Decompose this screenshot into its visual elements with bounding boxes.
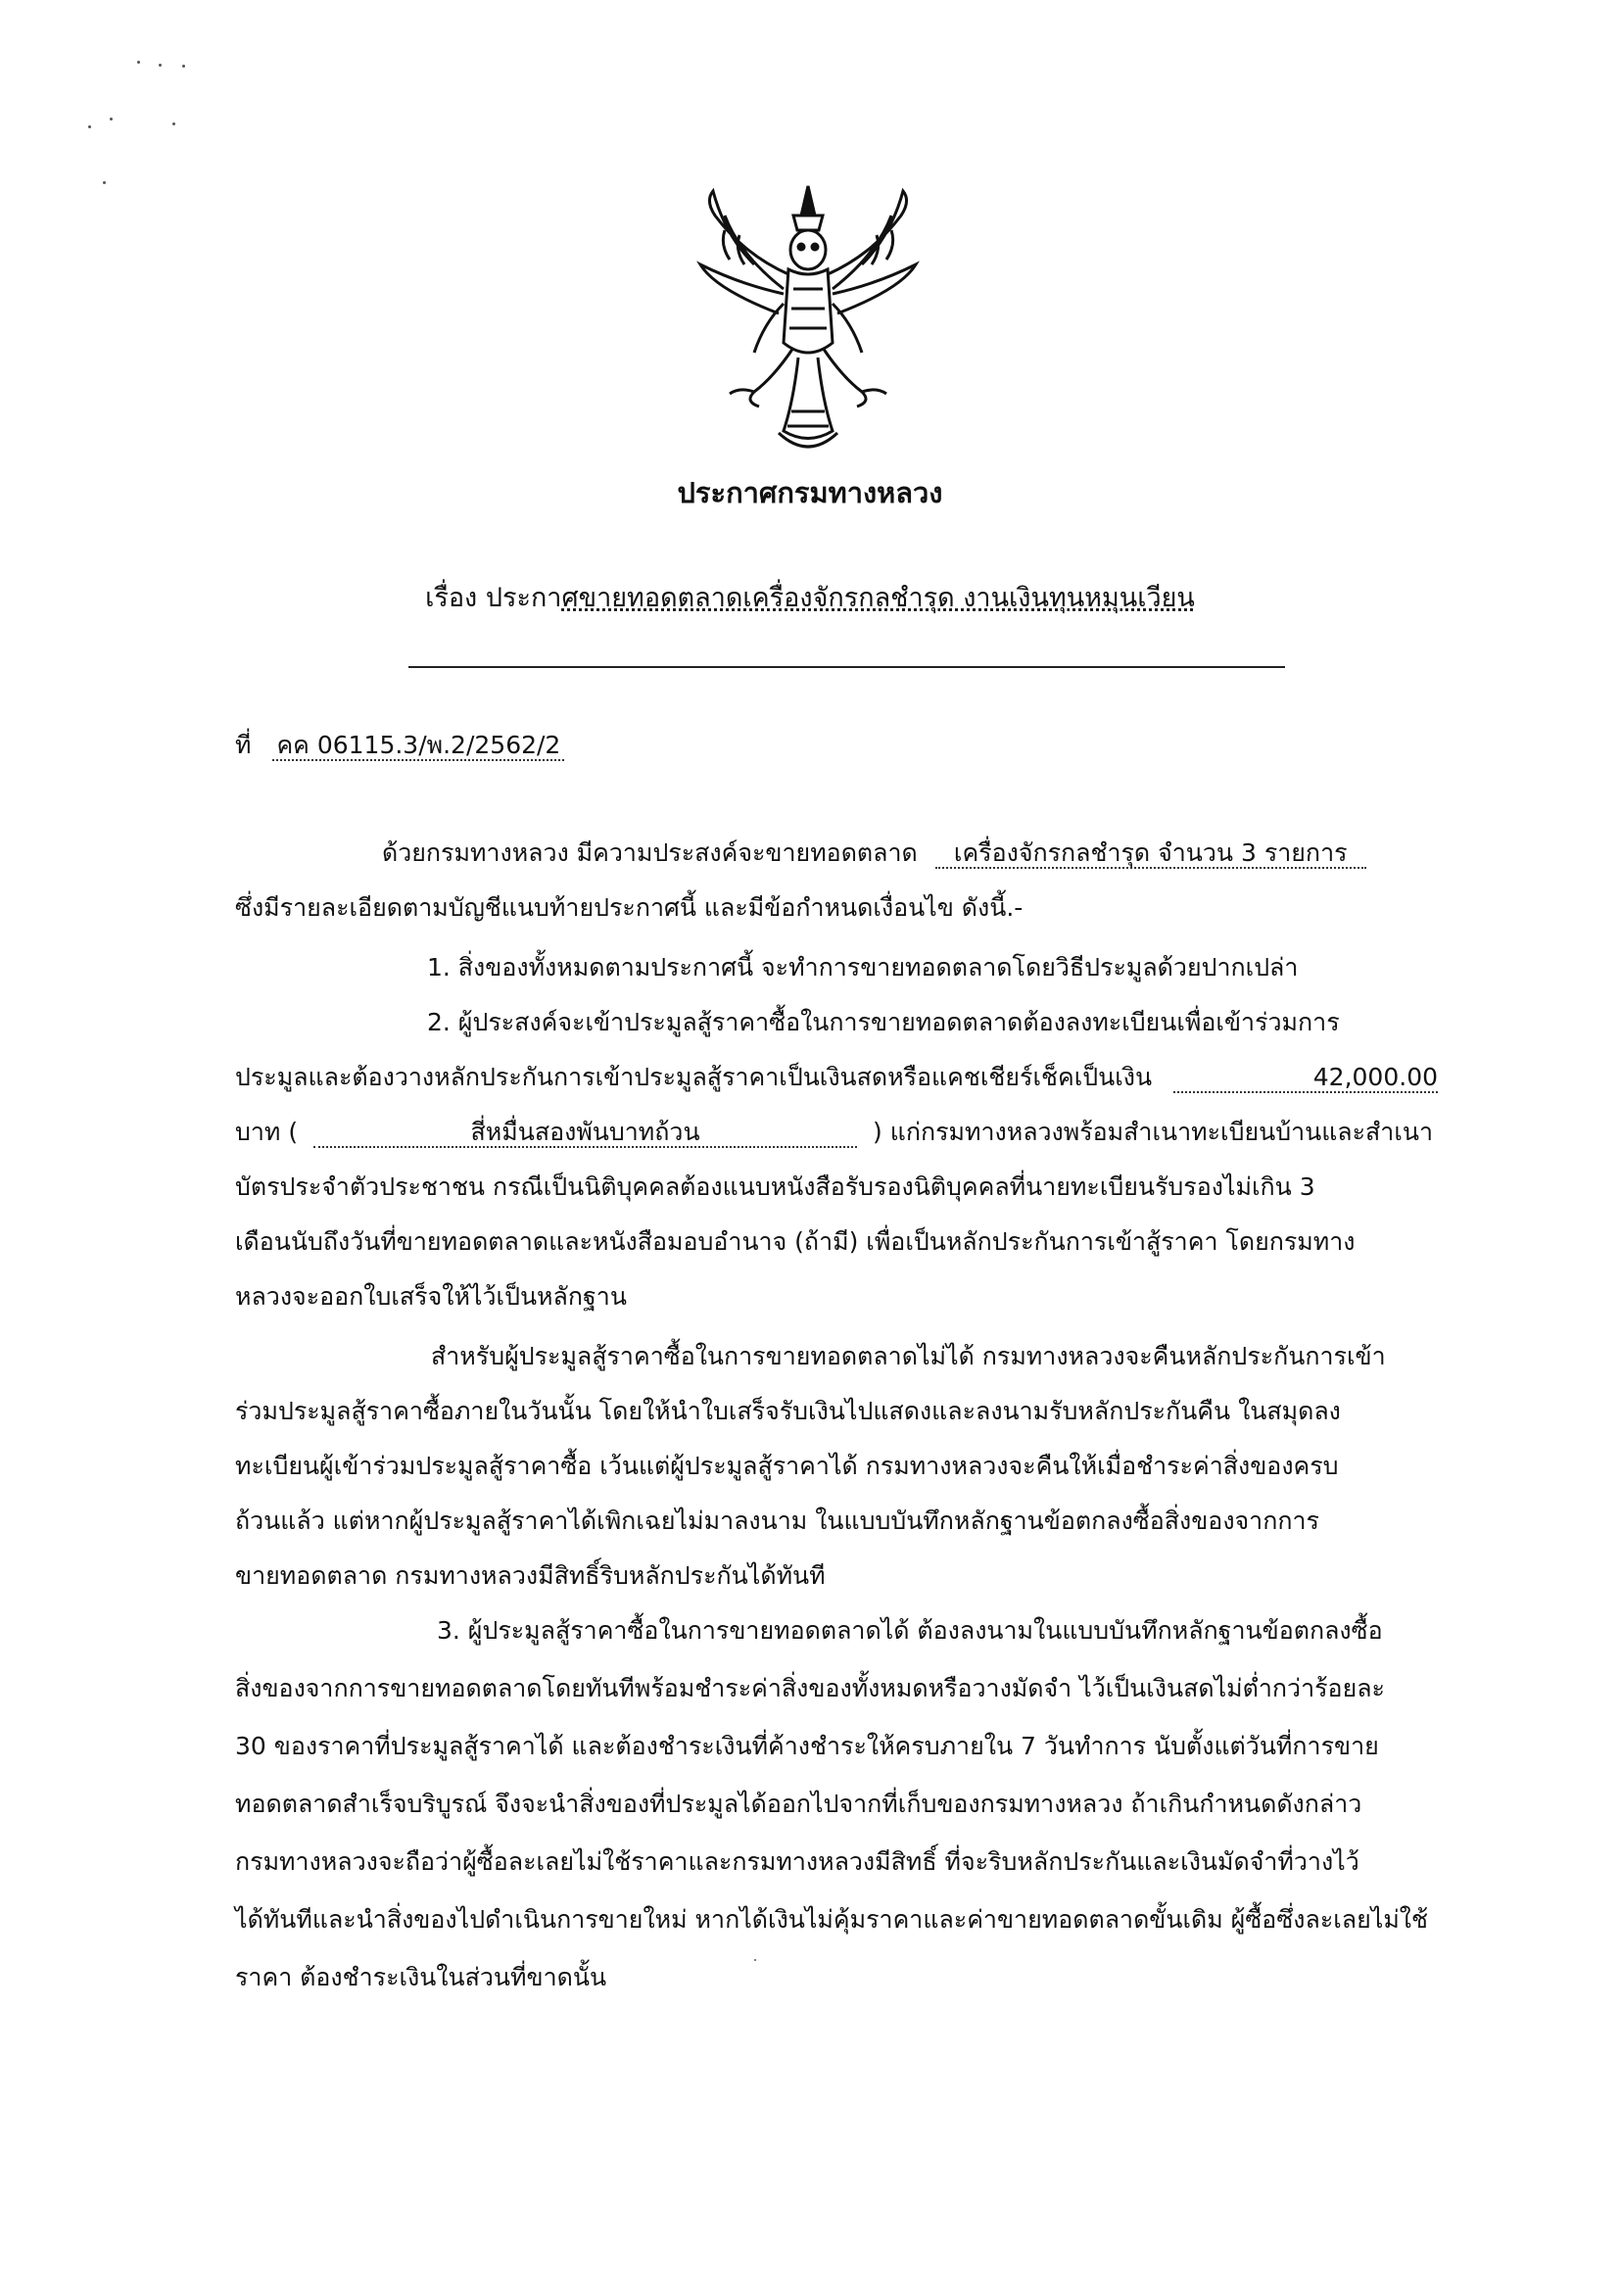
- deposit-amount: 42,000.00: [1173, 1065, 1438, 1093]
- refund-line-3: ทะเบียนผู้เข้าร่วมประมูลสู้ราคาซื้อ เว้นแต่ผู้ประมูลสู้ราคาได้ กรมทางหลวงจะคืนให้เมื่อชำระค่าสิ่งของครบ: [235, 1452, 1339, 1480]
- clause-2-line-6: หลวงจะออกใบเสร็จให้ไว้เป็นหลักฐาน: [235, 1282, 627, 1311]
- clause-2-line-1: 2. ผู้ประสงค์จะเข้าประมูลสู้ราคาซื้อในการขายทอดตลาดต้องลงทะเบียนเพื่อเข้าร่วมการ: [427, 1008, 1340, 1036]
- intro-line-1: [382, 840, 1366, 869]
- clause-3-line-5: กรมทางหลวงจะถือว่าผู้ซื้อละเลยไม่ใช้ราคาและกรมทางหลวงมีสิทธิ์ ที่จะริบหลักประกันและเงินมัดจำที่วางไว้: [235, 1847, 1359, 1876]
- clause-2-line-2: [235, 1065, 1438, 1093]
- title-divider: [408, 666, 1285, 668]
- clause-3-line-2: สิ่งของจากการขายทอดตลาดโดยทันทีพร้อมชำระค่าสิ่งของทั้งหมดหรือวางมัดจำ ไว้เป็นเงินสดไม่ต่ำกว่าร้อยละ: [235, 1674, 1385, 1702]
- clause-1: 1. สิ่งของทั้งหมดตามประกาศนี้ จะทำการขายทอดตลาดโดยวิธีประมูลด้วยปากเปล่า: [427, 953, 1299, 981]
- clause-2-line-3: [235, 1120, 1433, 1148]
- scan-speck: [754, 1959, 756, 1961]
- amount-in-words: สี่หมื่นสองพันบาทถ้วน: [313, 1120, 857, 1148]
- subject-text: ศขายทอดตลาดเครื่องจักรกลชำรุด งานเงินทุนหมุนเวียน: [561, 583, 1195, 613]
- intro-text: ด้วยกรมทางหลวง มีความประสงค์จะขายทอดตลาด: [382, 838, 918, 867]
- reference-number: คค 06115.3/พ.2/2562/2: [272, 733, 564, 761]
- scan-speck: [103, 181, 106, 184]
- clause-3-line-1: 3. ผู้ประมูลสู้ราคาซื้อในการขายทอดตลาดได้ ต้องลงนามในแบบบันทึกหลักฐานข้อตกลงซื้อ: [437, 1616, 1383, 1645]
- garuda-emblem-icon: [686, 176, 930, 460]
- reference-line: [235, 733, 564, 761]
- clause-2-line-3-text: ) แก่กรมทางหลวงพร้อมสำเนาทะเบียนบ้านและสำเนา: [873, 1118, 1434, 1146]
- scan-speck: [182, 65, 185, 68]
- refund-line-4: ถ้วนแล้ว แต่หากผู้ประมูลสู้ราคาได้เพิกเฉยไม่มาลงนาม ในแบบบันทึกหลักฐานข้อตกลงซื้อสิ่งของจากการ: [235, 1507, 1319, 1535]
- clause-2-line-4: บัตรประจำตัวประชาชน กรณีเป็นนิติบุคคลต้องแนบหนังสือรับรองนิติบุคคลที่นายทะเบียนรับรองไม่เกิน 3: [235, 1172, 1315, 1201]
- clause-2-text: ประมูลและต้องวางหลักประกันการเข้าประมูลสู้ราคาเป็นเงินสดหรือแคชเชียร์เช็คเป็นเงิน: [235, 1063, 1153, 1091]
- scan-speck: [137, 61, 140, 64]
- page-title: ประกาศกรมทางหลวง: [677, 476, 943, 509]
- refund-line-1: สำหรับผู้ประมูลสู้ราคาซื้อในการขายทอดตลาดไม่ได้ กรมทางหลวงจะคืนหลักประกันการเข้า: [431, 1342, 1386, 1370]
- clause-3-line-7: ราคา ต้องชำระเงินในส่วนที่ขาดนั้น: [235, 1963, 607, 1991]
- clause-3-line-6: ได้ทันทีและนำสิ่งของไปดำเนินการขายใหม่ หากได้เงินไม่คุ้มราคาและค่าขายทอดตลาดขั้นเดิม ผู้ซื้อซึ่งละเลยไม่ใช้: [235, 1905, 1428, 1934]
- scan-speck: [110, 118, 113, 120]
- scan-speck: [172, 122, 175, 125]
- item-description: เครื่องจักรกลชำรุด จำนวน 3 รายการ: [935, 840, 1366, 869]
- clause-3-line-4: ทอดตลาดสำเร็จบริบูรณ์ จึงจะนำสิ่งของที่ประมูลได้ออกไปจากที่เก็บของกรมทางหลวง ถ้าเกินกำหนดดังกล่าว: [235, 1790, 1362, 1818]
- subject-line: [0, 576, 1620, 618]
- baht-open: บาท (: [235, 1118, 299, 1146]
- clause-3-line-3: 30 ของราคาที่ประมูลสู้ราคาได้ และต้องชำระเงินที่ค้างชำระให้ครบภายใน 7 วันทำการ นับตั้งแต่วันที่การขาย: [235, 1732, 1379, 1760]
- scan-speck: [88, 125, 91, 128]
- subject-prefix: เรื่อง ประกา: [425, 583, 562, 613]
- intro-line-2: ซึ่งมีรายละเอียดตามบัญชีแนบท้ายประกาศนี้ และมีข้อกำหนดเงื่อนไข ดังนี้.-: [235, 893, 1024, 922]
- scan-speck: [159, 64, 162, 67]
- clause-2-line-5: เดือนนับถึงวันที่ขายทอดตลาดและหนังสือมอบอำนาจ (ถ้ามี) เพื่อเป็นหลักประกันการเข้าสู้ราคา โดยกรมทาง: [235, 1227, 1356, 1256]
- reference-label: ที่: [235, 731, 252, 759]
- refund-line-2: ร่วมประมูลสู้ราคาซื้อภายในวันนั้น โดยให้นำใบเสร็จรับเงินไปแสดงและลงนามรับหลักประกันคืน ในสมุดลง: [235, 1397, 1341, 1425]
- refund-line-5: ขายทอดตลาด กรมทางหลวงมีสิทธิ์ริบหลักประกันได้ทันที: [235, 1561, 826, 1590]
